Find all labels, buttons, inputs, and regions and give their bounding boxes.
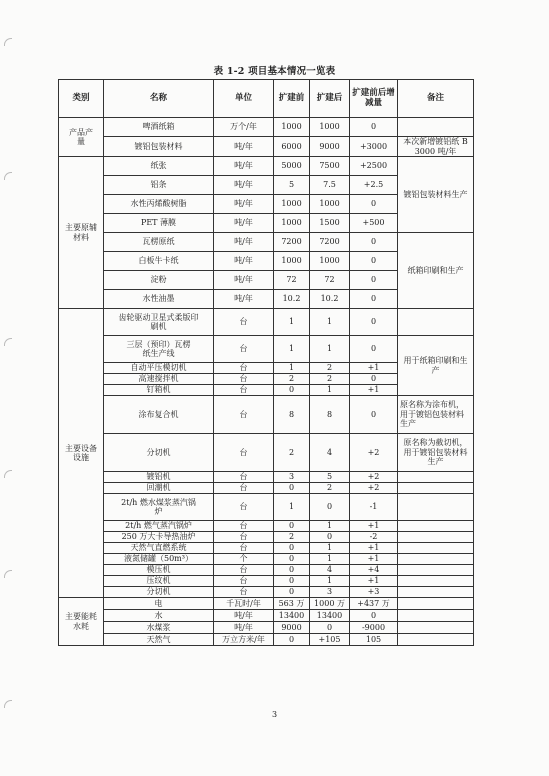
row-change: 0 xyxy=(350,118,398,137)
row-unit: 台 xyxy=(214,374,274,385)
row-before: 1000 xyxy=(274,214,310,233)
row-after: 1000 xyxy=(310,118,350,137)
row-before: 0 xyxy=(274,385,310,396)
row-before: 10.2 xyxy=(274,290,310,309)
row-unit: 台 xyxy=(214,434,274,472)
row-change: 0 xyxy=(350,252,398,271)
category-material: 主要原辅材料 xyxy=(59,157,104,309)
binding-hole-mark xyxy=(4,700,12,708)
row-change: 0 xyxy=(350,610,398,622)
row-change: 0 xyxy=(350,309,398,336)
row-name: 镀铝机 xyxy=(104,472,214,483)
row-name: 天然气 xyxy=(104,634,214,646)
row-name: 齿轮驱动卫星式柔版印刷机 xyxy=(104,309,214,336)
row-name: 三层（预印）瓦楞纸生产线 xyxy=(104,336,214,363)
row-after: 0 xyxy=(310,494,350,521)
category-equipment: 主要设备设施 xyxy=(59,309,104,598)
row-name: 白板牛卡纸 xyxy=(104,252,214,271)
row-change: 0 xyxy=(350,396,398,434)
row-unit: 吨/年 xyxy=(214,290,274,309)
row-after: 7.5 xyxy=(310,176,350,195)
row-unit: 台 xyxy=(214,472,274,483)
note-aluminum-new: 本次新增镀铝纸 B 3000 吨/年 xyxy=(398,137,474,157)
row-unit: 台 xyxy=(214,309,274,336)
row-unit: 个 xyxy=(214,554,274,565)
row-after: 7500 xyxy=(310,157,350,176)
row-change: 0 xyxy=(350,290,398,309)
row-note xyxy=(398,532,474,543)
row-name: 镀铝包装材料 xyxy=(104,137,214,157)
row-note xyxy=(398,565,474,576)
row-before: 72 xyxy=(274,271,310,290)
row-before: 0 xyxy=(274,543,310,554)
row-after: 1000 xyxy=(310,195,350,214)
row-before: 0 xyxy=(274,634,310,646)
row-name: 纸张 xyxy=(104,157,214,176)
row-name: 水煤浆 xyxy=(104,622,214,634)
row-change: +1 xyxy=(350,521,398,532)
row-note xyxy=(398,483,474,494)
row-change: 105 xyxy=(350,634,398,646)
row-change: 0 xyxy=(350,271,398,290)
row-before: 0 xyxy=(274,554,310,565)
row-change: -1 xyxy=(350,494,398,521)
row-unit: 吨/年 xyxy=(214,610,274,622)
row-after: 1 xyxy=(310,554,350,565)
row-unit: 万立方米/年 xyxy=(214,634,274,646)
row-unit: 台 xyxy=(214,521,274,532)
row-name: 淀粉 xyxy=(104,271,214,290)
category-product: 产品产量 xyxy=(59,118,104,157)
row-before: 2 xyxy=(274,374,310,385)
row-after: 4 xyxy=(310,434,350,472)
row-name: 天然气直燃系统 xyxy=(104,543,214,554)
row-before: 5 xyxy=(274,176,310,195)
row-name: 自动平压模切机 xyxy=(104,363,214,374)
row-after: 1 xyxy=(310,336,350,363)
row-change: +2 xyxy=(350,483,398,494)
row-unit: 台 xyxy=(214,587,274,598)
row-before: 9000 xyxy=(274,622,310,634)
row-before: 0 xyxy=(274,576,310,587)
row-name: 压纹机 xyxy=(104,576,214,587)
header-note: 备注 xyxy=(398,80,474,118)
row-note xyxy=(398,309,474,336)
row-change: +2 xyxy=(350,472,398,483)
row-change: +3000 xyxy=(350,137,398,157)
row-unit: 台 xyxy=(214,483,274,494)
row-unit: 吨/年 xyxy=(214,176,274,195)
row-name: 水性丙烯酸树脂 xyxy=(104,195,214,214)
row-after: 1 xyxy=(310,521,350,532)
row-name: 液氮储罐（50m³） xyxy=(104,554,214,565)
row-name: 电 xyxy=(104,598,214,610)
row-after: 0 xyxy=(310,622,350,634)
row-before: 2 xyxy=(274,532,310,543)
row-unit: 台 xyxy=(214,532,274,543)
row-after: 1000 万 xyxy=(310,598,350,610)
row-after: 8 xyxy=(310,396,350,434)
row-change: 0 xyxy=(350,336,398,363)
row-change: +2.5 xyxy=(350,176,398,195)
row-after: 9000 xyxy=(310,137,350,157)
row-name: 水性油墨 xyxy=(104,290,214,309)
row-name: 模压机 xyxy=(104,565,214,576)
row-note xyxy=(398,576,474,587)
row-after: 1500 xyxy=(310,214,350,233)
binding-hole-mark xyxy=(4,172,12,180)
row-unit: 吨/年 xyxy=(214,271,274,290)
row-change: 0 xyxy=(350,374,398,385)
row-before: 1 xyxy=(274,309,310,336)
row-after: 1 xyxy=(310,576,350,587)
row-before: 5000 xyxy=(274,157,310,176)
row-after: 1 xyxy=(310,385,350,396)
note-aluminum-production: 镀铝包装材料生产 xyxy=(398,157,474,233)
row-after: 2 xyxy=(310,483,350,494)
row-after: +105 xyxy=(310,634,350,646)
row-before: 1 xyxy=(274,363,310,374)
row-unit: 吨/年 xyxy=(214,137,274,157)
row-unit: 台 xyxy=(214,336,274,363)
row-note xyxy=(398,610,474,622)
row-note xyxy=(398,118,474,137)
row-change: 0 xyxy=(350,233,398,252)
binding-hole-mark xyxy=(4,38,12,46)
row-before: 1000 xyxy=(274,252,310,271)
row-after: 4 xyxy=(310,565,350,576)
table-title: 表 1-2 项目基本情况一览表 xyxy=(213,66,336,77)
row-unit: 台 xyxy=(214,494,274,521)
note-slitting-equip: 原名称为截切机，用于镀铝包装材料生产 xyxy=(398,434,474,472)
row-unit: 吨/年 xyxy=(214,195,274,214)
row-note xyxy=(398,622,474,634)
row-change: -2 xyxy=(350,532,398,543)
row-change: +500 xyxy=(350,214,398,233)
row-after: 72 xyxy=(310,271,350,290)
row-after: 5 xyxy=(310,472,350,483)
row-note xyxy=(398,587,474,598)
row-after: 0 xyxy=(310,532,350,543)
row-change: +1 xyxy=(350,554,398,565)
row-unit: 台 xyxy=(214,576,274,587)
row-name: 高速搅拌机 xyxy=(104,374,214,385)
row-change: +437 万 xyxy=(350,598,398,610)
row-unit: 吨/年 xyxy=(214,252,274,271)
row-unit: 吨/年 xyxy=(214,214,274,233)
row-before: 0 xyxy=(274,587,310,598)
binding-hole-mark xyxy=(4,338,12,346)
project-info-table xyxy=(58,79,474,646)
row-name: 2t/h 燃气蒸汽锅炉 xyxy=(104,521,214,532)
row-before: 0 xyxy=(274,483,310,494)
binding-hole-mark xyxy=(4,470,12,478)
row-change: +1 xyxy=(350,385,398,396)
row-unit: 万个/年 xyxy=(214,118,274,137)
row-name: 钉箱机 xyxy=(104,385,214,396)
row-before: 1000 xyxy=(274,195,310,214)
row-name: 250 万大卡导热油炉 xyxy=(104,532,214,543)
row-change: +3 xyxy=(350,587,398,598)
row-before: 3 xyxy=(274,472,310,483)
page-number: 3 xyxy=(271,710,278,719)
row-note xyxy=(398,598,474,610)
row-unit: 台 xyxy=(214,385,274,396)
row-before: 1 xyxy=(274,494,310,521)
row-before: 6000 xyxy=(274,137,310,157)
row-note xyxy=(398,494,474,521)
row-name: 分切机 xyxy=(104,434,214,472)
row-note xyxy=(398,634,474,646)
header-before: 扩建前 xyxy=(274,80,310,118)
row-after: 1000 xyxy=(310,252,350,271)
row-before: 0 xyxy=(274,565,310,576)
row-unit: 台 xyxy=(214,565,274,576)
row-unit: 台 xyxy=(214,396,274,434)
row-after: 2 xyxy=(310,363,350,374)
row-before: 2 xyxy=(274,434,310,472)
row-unit: 台 xyxy=(214,363,274,374)
row-name: 瓦楞原纸 xyxy=(104,233,214,252)
row-before: 8 xyxy=(274,396,310,434)
header-category: 类别 xyxy=(59,80,104,118)
row-after: 1 xyxy=(310,543,350,554)
row-before: 1000 xyxy=(274,118,310,137)
note-carton-print: 纸箱印刷和生产 xyxy=(398,233,474,309)
row-before: 563 万 xyxy=(274,598,310,610)
category-energy: 主要能耗水耗 xyxy=(59,598,104,646)
row-after: 1 xyxy=(310,309,350,336)
row-after: 3 xyxy=(310,587,350,598)
row-name: 铝条 xyxy=(104,176,214,195)
row-name: 啤酒纸箱 xyxy=(104,118,214,137)
row-unit: 吨/年 xyxy=(214,233,274,252)
row-change: +4 xyxy=(350,565,398,576)
row-before: 1 xyxy=(274,336,310,363)
row-note xyxy=(398,472,474,483)
header-name: 名称 xyxy=(104,80,214,118)
header-unit: 单位 xyxy=(214,80,274,118)
row-note xyxy=(398,554,474,565)
note-coating-equip: 原名称为涂布机，用于镀铝包装材料生产 xyxy=(398,396,474,434)
header-after: 扩建后 xyxy=(310,80,350,118)
row-name: 涂布复合机 xyxy=(104,396,214,434)
row-name: 回潮机 xyxy=(104,483,214,494)
row-after: 2 xyxy=(310,374,350,385)
row-before: 7200 xyxy=(274,233,310,252)
row-note xyxy=(398,521,474,532)
row-unit: 台 xyxy=(214,543,274,554)
row-change: 0 xyxy=(350,195,398,214)
row-name: 分切机 xyxy=(104,587,214,598)
row-unit: 千瓦时/年 xyxy=(214,598,274,610)
row-change: +2 xyxy=(350,434,398,472)
row-note xyxy=(398,543,474,554)
note-carton-print-equip: 用于纸箱印刷和生产 xyxy=(398,336,474,396)
row-after: 13400 xyxy=(310,610,350,622)
row-unit: 吨/年 xyxy=(214,622,274,634)
row-before: 0 xyxy=(274,521,310,532)
row-name: 2t/h 燃水煤浆蒸汽锅炉 xyxy=(104,494,214,521)
row-after: 7200 xyxy=(310,233,350,252)
row-name: 水 xyxy=(104,610,214,622)
row-after: 10.2 xyxy=(310,290,350,309)
row-change: +1 xyxy=(350,543,398,554)
row-change: +1 xyxy=(350,363,398,374)
row-change: -9000 xyxy=(350,622,398,634)
row-before: 13400 xyxy=(274,610,310,622)
row-unit: 吨/年 xyxy=(214,157,274,176)
row-change: +2500 xyxy=(350,157,398,176)
header-change: 扩建前后增减量 xyxy=(350,80,398,118)
row-change: +1 xyxy=(350,576,398,587)
binding-hole-mark xyxy=(4,570,12,578)
row-name: PET 薄膜 xyxy=(104,214,214,233)
